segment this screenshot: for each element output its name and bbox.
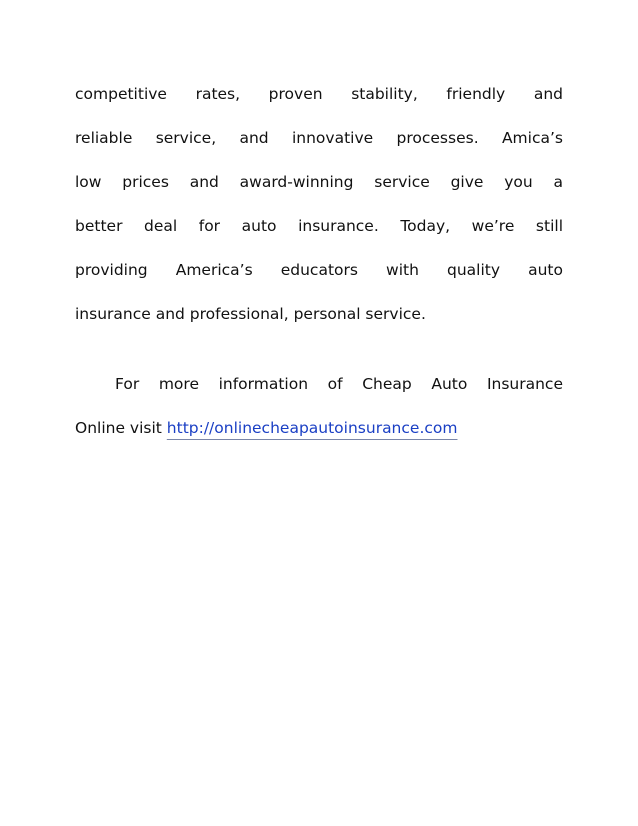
paragraph-line: reliable service, and innovative processes. Amica’s xyxy=(75,129,563,147)
link-prefix-text: Online visit xyxy=(75,419,167,437)
paragraph-line: insurance and professional, personal service. xyxy=(75,305,426,323)
paragraph-line: providing America’s educators with quality auto xyxy=(75,261,563,279)
website-link[interactable]: http://onlinecheapautoinsurance.com xyxy=(166,419,458,437)
paragraph-line: competitive rates, proven stability, friendly and xyxy=(75,85,563,103)
paragraph-line: better deal for auto insurance. Today, we’re still xyxy=(75,217,563,235)
paragraph-line: low prices and award-winning service give you a xyxy=(75,173,563,191)
paragraph-line: For more information of Cheap Auto Insurance xyxy=(115,375,563,393)
body-paragraph-2 xyxy=(75,374,563,462)
paragraph-line xyxy=(75,418,563,462)
body-paragraph-1 xyxy=(75,84,563,348)
